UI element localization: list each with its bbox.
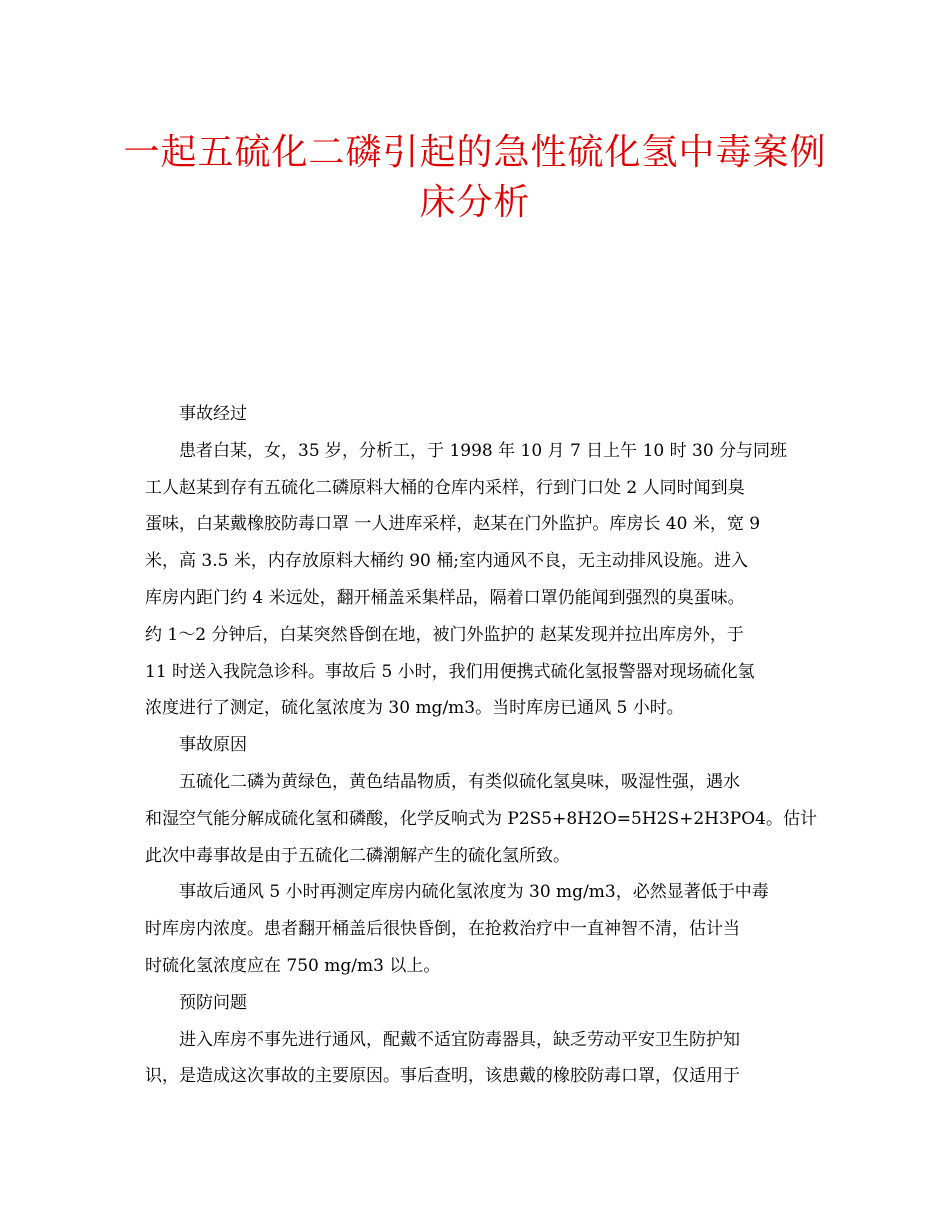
paragraph-line: 时库房内浓度。患者翻开桶盖后很快昏倒，在抢救治疗中一直神智不清，估计当: [145, 919, 740, 940]
paragraph-line: 库房内距门约 4 米远处，翻开桶盖采集样品，隔着口罩仍能闻到强烈的臭蛋味。: [145, 587, 745, 608]
paragraph-line: 时硫化氢浓度应在 750 mg/m3 以上。: [145, 955, 441, 976]
paragraph-line: 浓度进行了测定，硫化氢浓度为 30 mg/m3。当时库房已通风 5 小时。: [145, 698, 684, 719]
paragraph-line: 事故后通风 5 小时再测定库房内硫化氢浓度为 30 mg/m3，必然显著低于中毒: [179, 882, 769, 903]
paragraph-line: 米，高 3.5 米，内存放原料大桶约 90 桶;室内通风不良，无主动排风设施。进入: [145, 551, 749, 572]
paragraph-line: 11 时送入我院急诊科。事故后 5 小时，我们用便携式硫化氢报警器对现场硫化氢: [145, 661, 755, 682]
document-title: [100, 128, 850, 228]
title-line: 床分析: [419, 182, 531, 223]
paragraph-line: 进入库房不事先进行通风，配戴不适宜防毒器具，缺乏劳动平安卫生防护知: [179, 1029, 740, 1050]
paragraph-line: 五硫化二磷为黄绿色，黄色结晶物质，有类似硫化氢臭味，吸湿性强，遇水: [179, 771, 740, 792]
paragraph-line: 蛋味，白某戴橡胶防毒口罩 一人进库采样，赵某在门外监护。库房长 40 米，宽 9: [145, 514, 761, 535]
paragraph-line: 和湿空气能分解成硫化氢和磷酸，化学反响式为 P2S5+8H2O=5H2S+2H3PO4。估计: [145, 808, 817, 829]
paragraph-line: 此次中毒事故是由于五硫化二磷潮解产生的硫化氢所致。: [145, 845, 570, 866]
paragraph-line: 患者白某，女，35 岁，分析工，于 1998 年 10 月 7 日上午 10 时 30 分与同班: [179, 440, 788, 461]
paragraph: [145, 433, 805, 727]
paragraph-line: 约 1～2 分钟后，白某突然昏倒在地，被门外监护的 赵某发现并拉出库房外，于: [145, 624, 744, 645]
title-line: 一起五硫化二磷引起的急性硫化氢中毒案例: [123, 132, 827, 173]
paragraph: [145, 1022, 805, 1096]
paragraph-line: 工人赵某到存有五硫化二磷原料大桶的仓库内采样，行到门口处 2 人同时闻到臭: [145, 477, 745, 498]
paragraph-line: 识，是造成这次事故的主要原因。事后查明，该患戴的橡胶防毒口罩，仅适用于: [145, 1066, 740, 1087]
section-heading-incident: 事故经过: [179, 404, 247, 424]
document-body: [145, 396, 817, 1095]
section-heading-cause: 事故原因: [179, 735, 247, 756]
paragraph: [145, 764, 817, 874]
section-heading-prevention: 预防问题: [179, 992, 247, 1013]
paragraph: [145, 874, 805, 984]
